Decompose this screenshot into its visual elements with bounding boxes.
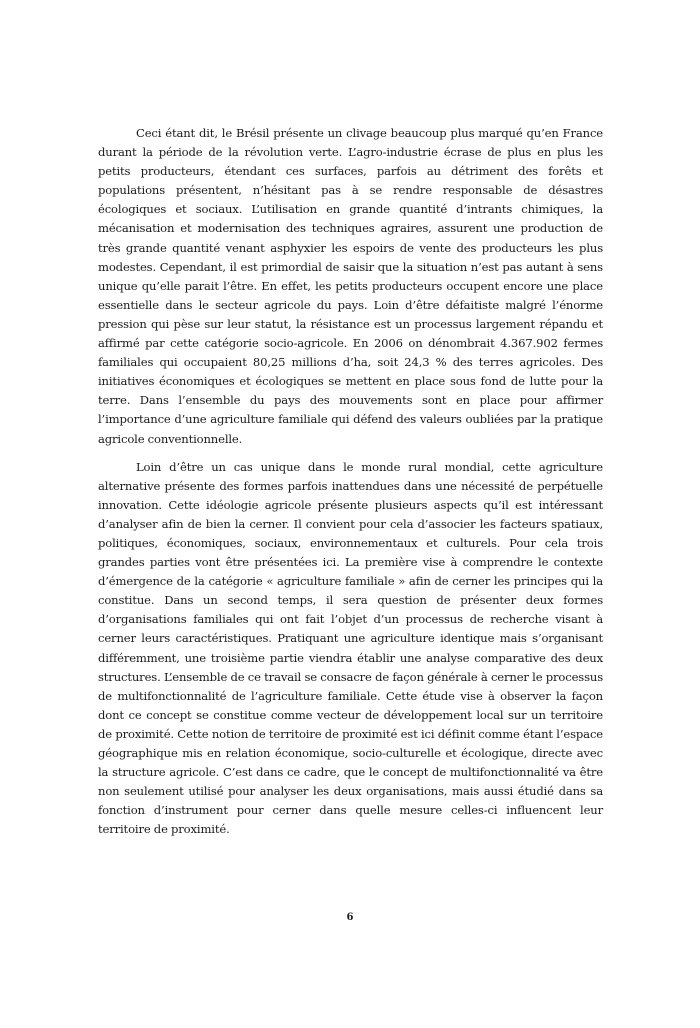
paragraph-2: Loin d’être un cas unique dans le monde rural mondial, cette agriculture alternative présente des formes parfois inattendues dans une nécessité de perpétuelle innovation. Cette idéologie agricole présente plusieurs aspects qu’il est intéressant d’analyser afin de bien la cerner. Il convient pour cela d’associer les facteurs spatiaux, politiques, économiques, sociaux, environnementaux et culturels. Pour cela trois grandes parties vont être présentées ici. La première vise à comprendre le contexte d’émergence de la catégorie « agriculture familiale » afin de cerner les principes qui la constitue. Dans un second temps, il sera question de présenter deux formes d’organisations familiales qui ont fait l’objet d’un processus de recherche visant à cerner leurs caractéristiques. Pratiquant une agriculture identique mais s’organisant différemment, une troisième partie viendra établir une analyse comparative des deux structures. L’ensemble de ce travail se consacre de façon générale à cerner le processus de multifonctionnalité de l’agriculture familiale. Cette étude vise à observer la façon dont ce concept se constitue comme vecteur de développement local sur un territoire de proximité. Cette notion de territoire de proximité est ici définit comme étant l’espace géographique mis en relation économique, socio-culturelle et écologique, directe avec la structure agricole. C’est dans ce cadre, que le concept de multifonctionnalité va être non seulement utilisé pour analyser les deux organisations, mais aussi étudié dans sa fonction d’instrument pour cerner dans quelle mesure celles-ci influencent leur territoire de proximité. xyxy=(98,459,603,837)
page-number: 6 xyxy=(346,912,354,923)
paragraph-1: Ceci étant dit, le Brésil présente un clivage beaucoup plus marqué qu’en France durant la période de la révolution verte. L’agro-industrie écrase de plus en plus les petits producteurs, étendant ces surfaces, parfois au détriment des forêts et populations présentent, n’hésitant pas à se rendre responsable de désastres écologiques et sociaux. L’utilisation en grande quantité d’intrants chimiques, la mécanisation et modernisation des techniques agraires, assurent une production de très grande quantité venant asphyxier les espoirs de vente des producteurs les plus modestes. Cependant, il est primordial de saisir que la situation n’est pas autant à sens unique qu’elle parait l’être. En effet, les petits producteurs occupent encore une place essentielle dans le secteur agricole du pays. Loin d’être défaitiste malgré l’énorme pression qui pèse sur leur statut, la résistance est un processus largement répandu et affirmé par cette catégorie socio-agricole. En 2006 on dénombrait 4.367.902 fermes familiales qui occupaient 80,25 millions d’ha, soit 24,3 % des terres agricoles. Des initiatives économiques et écologiques se mettent en place sous fond de lutte pour la terre. Dans l’ensemble du pays des mouvements sont en place pour affirmer l’importance d’une agriculture familiale qui défend des valeurs oubliées par la pratique agricole conventionnelle. xyxy=(98,126,603,446)
body-text xyxy=(98,124,603,848)
